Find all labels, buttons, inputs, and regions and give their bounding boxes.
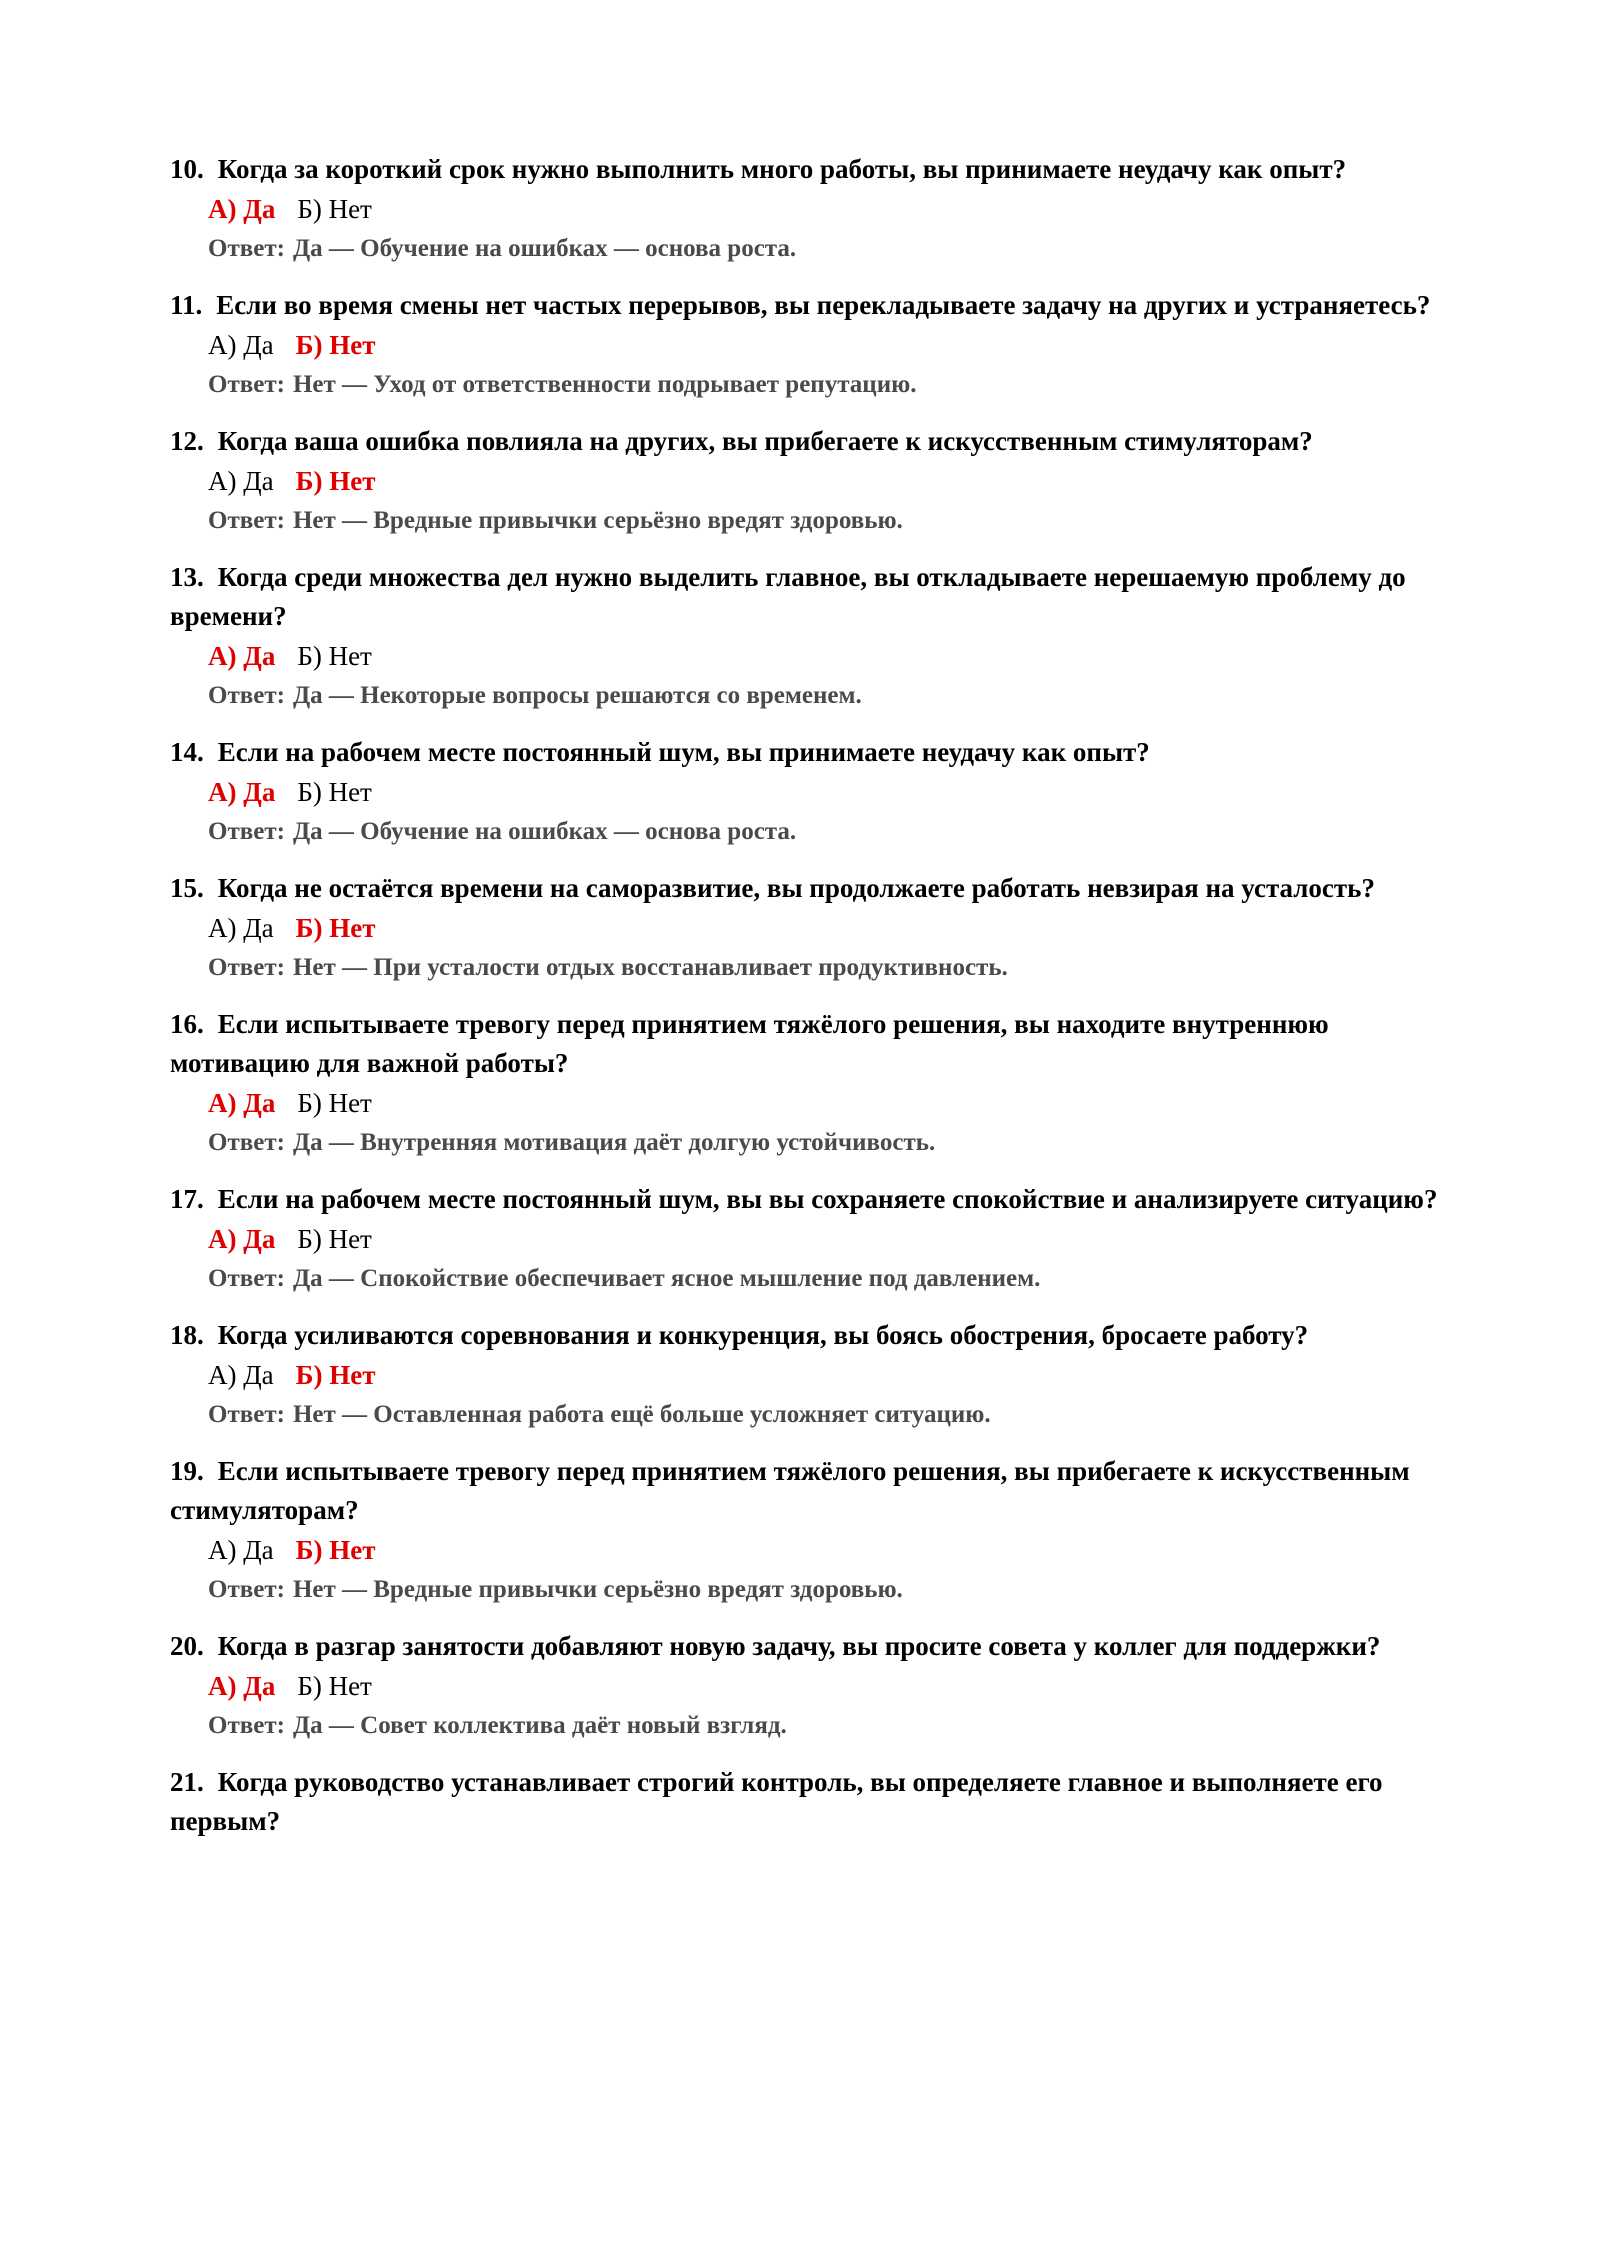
- option-b: Б) Нет: [297, 1088, 372, 1118]
- option-b: Б) Нет: [295, 1535, 376, 1565]
- question-number: 16.: [170, 1009, 204, 1039]
- option-b: Б) Нет: [297, 194, 372, 224]
- answer-label: Ответ:: [208, 818, 285, 845]
- answer-label: Ответ:: [208, 507, 285, 534]
- question-item: [170, 1763, 1460, 1841]
- option-b: Б) Нет: [295, 330, 376, 360]
- question-number: 12.: [170, 426, 204, 456]
- answer-text: Да — Спокойствие обеспечивает ясное мышление под давлением.: [292, 1265, 1041, 1292]
- option-a: А) Да: [208, 777, 276, 807]
- answer-label: Ответ:: [208, 1712, 285, 1739]
- question-number: 20.: [170, 1631, 204, 1661]
- question-body: Когда в разгар занятости добавляют новую задачу, вы просите совета у коллег для поддержки?: [217, 1631, 1381, 1661]
- answer-text: Да — Обучение на ошибках — основа роста.: [292, 818, 797, 845]
- options-row: [170, 1085, 1460, 1121]
- question-number: 21.: [170, 1767, 204, 1797]
- question-number: 11.: [170, 290, 203, 320]
- options-row: [170, 910, 1460, 946]
- answer-row: [170, 367, 1460, 403]
- question-item: [170, 422, 1460, 558]
- options-row: [170, 774, 1460, 810]
- question-item: [170, 286, 1460, 422]
- answer-row: [170, 950, 1460, 986]
- question-item: [170, 1005, 1460, 1180]
- options-row: [170, 638, 1460, 674]
- answer-text: Нет — При усталости отдых восстанавливает продуктивность.: [292, 954, 1008, 981]
- answer-row: [170, 1125, 1460, 1161]
- question-item: [170, 1180, 1460, 1316]
- question-body: Если во время смены нет частых перерывов, вы перекладываете задачу на других и устраняетесь?: [216, 290, 1431, 320]
- answer-label: Ответ:: [208, 1576, 285, 1603]
- answer-label: Ответ:: [208, 1129, 285, 1156]
- option-a: А) Да: [208, 641, 276, 671]
- answer-text: Да — Совет коллектива даёт новый взгляд.: [292, 1712, 787, 1739]
- options-row: [170, 1532, 1460, 1568]
- question-item: [170, 1627, 1460, 1763]
- question-text: [170, 150, 1460, 189]
- option-a: А) Да: [208, 194, 276, 224]
- answer-row: [170, 1572, 1460, 1608]
- question-text: [170, 1316, 1460, 1355]
- answer-text: Нет — Оставленная работа ещё больше усложняет ситуацию.: [292, 1401, 991, 1428]
- question-number: 19.: [170, 1456, 204, 1486]
- document-page: [170, 150, 1460, 1841]
- question-number: 17.: [170, 1184, 204, 1214]
- question-item: [170, 1452, 1460, 1627]
- answer-text: Да — Внутренняя мотивация даёт долгую устойчивость.: [292, 1129, 936, 1156]
- answer-label: Ответ:: [208, 371, 285, 398]
- option-a: А) Да: [208, 1535, 274, 1565]
- question-text: [170, 1180, 1460, 1219]
- question-body: Если на рабочем месте постоянный шум, вы принимаете неудачу как опыт?: [217, 737, 1150, 767]
- option-b: Б) Нет: [297, 1671, 372, 1701]
- option-a: А) Да: [208, 466, 274, 496]
- answer-row: [170, 231, 1460, 267]
- answer-text: Да — Обучение на ошибках — основа роста.: [292, 235, 797, 262]
- question-body: Если испытываете тревогу перед принятием тяжёлого решения, вы находите внутреннюю мотивацию для важной работы?: [170, 1009, 1329, 1078]
- answer-text: Нет — Вредные привычки серьёзно вредят здоровью.: [292, 507, 903, 534]
- question-number: 13.: [170, 562, 204, 592]
- answer-row: [170, 1397, 1460, 1433]
- question-body: Когда усиливаются соревнования и конкуренция, вы боясь обострения, бросаете работу?: [217, 1320, 1309, 1350]
- answer-row: [170, 503, 1460, 539]
- question-text: [170, 286, 1460, 325]
- question-number: 18.: [170, 1320, 204, 1350]
- question-item: [170, 1316, 1460, 1452]
- question-body: Когда руководство устанавливает строгий контроль, вы определяете главное и выполняете его первым?: [170, 1767, 1383, 1836]
- answer-row: [170, 814, 1460, 850]
- option-a: А) Да: [208, 1224, 276, 1254]
- option-a: А) Да: [208, 1671, 276, 1701]
- option-a: А) Да: [208, 330, 274, 360]
- answer-text: Да — Некоторые вопросы решаются со временем.: [292, 682, 862, 709]
- question-text: [170, 422, 1460, 461]
- option-a: А) Да: [208, 1088, 276, 1118]
- question-text: [170, 869, 1460, 908]
- question-body: Когда не остаётся времени на саморазвитие, вы продолжаете работать невзирая на усталость?: [217, 873, 1375, 903]
- question-number: 14.: [170, 737, 204, 767]
- question-number: 10.: [170, 154, 204, 184]
- options-row: [170, 191, 1460, 227]
- answer-text: Нет — Вредные привычки серьёзно вредят здоровью.: [292, 1576, 903, 1603]
- answer-label: Ответ:: [208, 1265, 285, 1292]
- question-body: Если на рабочем месте постоянный шум, вы вы сохраняете спокойствие и анализируете ситуацию?: [217, 1184, 1438, 1214]
- option-b: Б) Нет: [297, 641, 372, 671]
- question-text: [170, 1005, 1460, 1083]
- option-a: А) Да: [208, 1360, 274, 1390]
- answer-label: Ответ:: [208, 1401, 285, 1428]
- question-item: [170, 869, 1460, 1005]
- options-row: [170, 1357, 1460, 1393]
- question-number: 15.: [170, 873, 204, 903]
- option-b: Б) Нет: [295, 913, 376, 943]
- question-item: [170, 558, 1460, 733]
- question-list: [170, 150, 1460, 1841]
- question-text: [170, 558, 1460, 636]
- answer-label: Ответ:: [208, 954, 285, 981]
- answer-text: Нет — Уход от ответственности подрывает репутацию.: [292, 371, 917, 398]
- option-b: Б) Нет: [297, 1224, 372, 1254]
- option-b: Б) Нет: [297, 777, 372, 807]
- options-row: [170, 463, 1460, 499]
- answer-label: Ответ:: [208, 682, 285, 709]
- question-text: [170, 1763, 1460, 1841]
- options-row: [170, 1668, 1460, 1704]
- options-row: [170, 1221, 1460, 1257]
- answer-row: [170, 1708, 1460, 1744]
- question-body: Когда ваша ошибка повлияла на других, вы прибегаете к искусственным стимуляторам?: [217, 426, 1313, 456]
- question-text: [170, 733, 1460, 772]
- option-a: А) Да: [208, 913, 274, 943]
- question-text: [170, 1452, 1460, 1530]
- answer-label: Ответ:: [208, 235, 285, 262]
- options-row: [170, 327, 1460, 363]
- question-body: Если испытываете тревогу перед принятием тяжёлого решения, вы прибегаете к искусственным стимуляторам?: [170, 1456, 1410, 1525]
- question-body: Когда за короткий срок нужно выполнить много работы, вы принимаете неудачу как опыт?: [217, 154, 1347, 184]
- option-b: Б) Нет: [295, 1360, 376, 1390]
- answer-row: [170, 1261, 1460, 1297]
- answer-row: [170, 678, 1460, 714]
- question-text: [170, 1627, 1460, 1666]
- question-item: [170, 733, 1460, 869]
- question-body: Когда среди множества дел нужно выделить главное, вы откладываете нерешаемую проблему до времени?: [170, 562, 1406, 631]
- question-item: [170, 150, 1460, 286]
- option-b: Б) Нет: [295, 466, 376, 496]
